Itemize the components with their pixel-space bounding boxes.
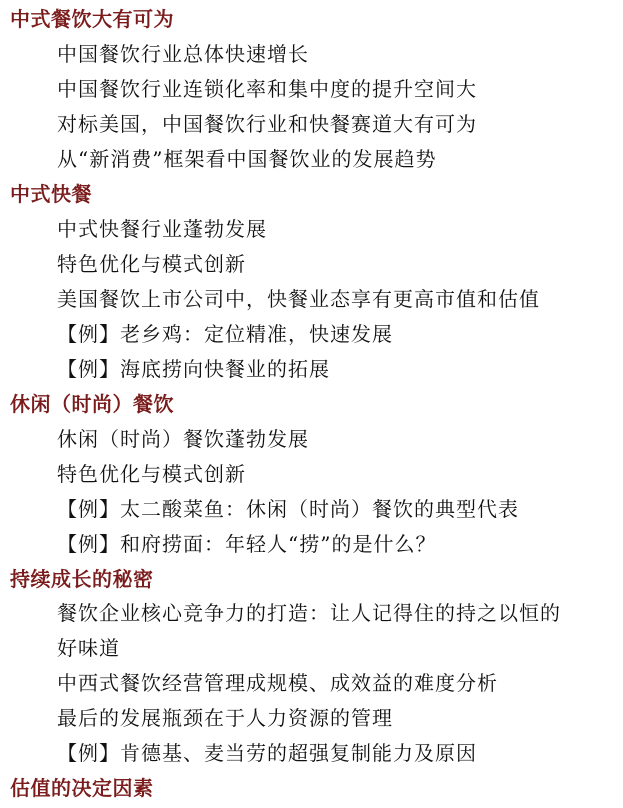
section-heading: 估值的决定因素 (10, 776, 154, 800)
list-item: 休闲（时尚）餐饮蓬勃发展 (57, 427, 309, 451)
list-item: 餐饮企业核心竞争力的打造：让人记得住的持之以恒的 (57, 601, 561, 625)
list-item (57, 497, 519, 521)
example-text: 老乡鸡：定位精准，快速发展 (120, 322, 393, 346)
list-item: 特色优化与模式创新 (57, 462, 246, 486)
list-item (57, 741, 477, 765)
list-item: 特色优化与模式创新 (57, 252, 246, 276)
list-item: 美国餐饮上市公司中，快餐业态享有更高市值和估值 (57, 287, 540, 311)
list-item: 中国餐饮行业总体快速增长 (57, 42, 309, 66)
list-item: 中国餐饮行业连锁化率和集中度的提升空间大 (57, 77, 477, 101)
list-item: 好味道 (57, 636, 120, 660)
list-item (57, 322, 393, 346)
example-tag: 【例】 (57, 322, 120, 346)
list-item: 中西式餐饮经营管理成规模、成效益的难度分析 (57, 671, 498, 695)
example-tag: 【例】 (57, 497, 120, 521)
example-tag: 【例】 (57, 741, 120, 765)
section-heading: 中式快餐 (10, 182, 92, 206)
list-item (57, 357, 330, 381)
section-heading: 休闲（时尚）餐饮 (10, 392, 174, 416)
example-text: 海底捞向快餐业的拓展 (120, 357, 330, 381)
list-item: 从“新消费”框架看中国餐饮业的发展趋势 (57, 147, 437, 171)
list-item (57, 532, 436, 556)
list-item: 对标美国，中国餐饮行业和快餐赛道大有可为 (57, 112, 477, 136)
example-tag: 【例】 (57, 532, 120, 556)
example-tag: 【例】 (57, 357, 120, 381)
example-text: 太二酸菜鱼：休闲（时尚）餐饮的典型代表 (120, 497, 519, 521)
example-text: 肯德基、麦当劳的超强复制能力及原因 (120, 741, 477, 765)
list-item: 最后的发展瓶颈在于人力资源的管理 (57, 706, 393, 730)
section-heading: 中式餐饮大有可为 (10, 7, 174, 31)
section-heading: 持续成长的秘密 (10, 567, 154, 591)
example-text: 和府捞面：年轻人“捞”的是什么？ (120, 532, 437, 556)
list-item: 中式快餐行业蓬勃发展 (57, 217, 267, 241)
